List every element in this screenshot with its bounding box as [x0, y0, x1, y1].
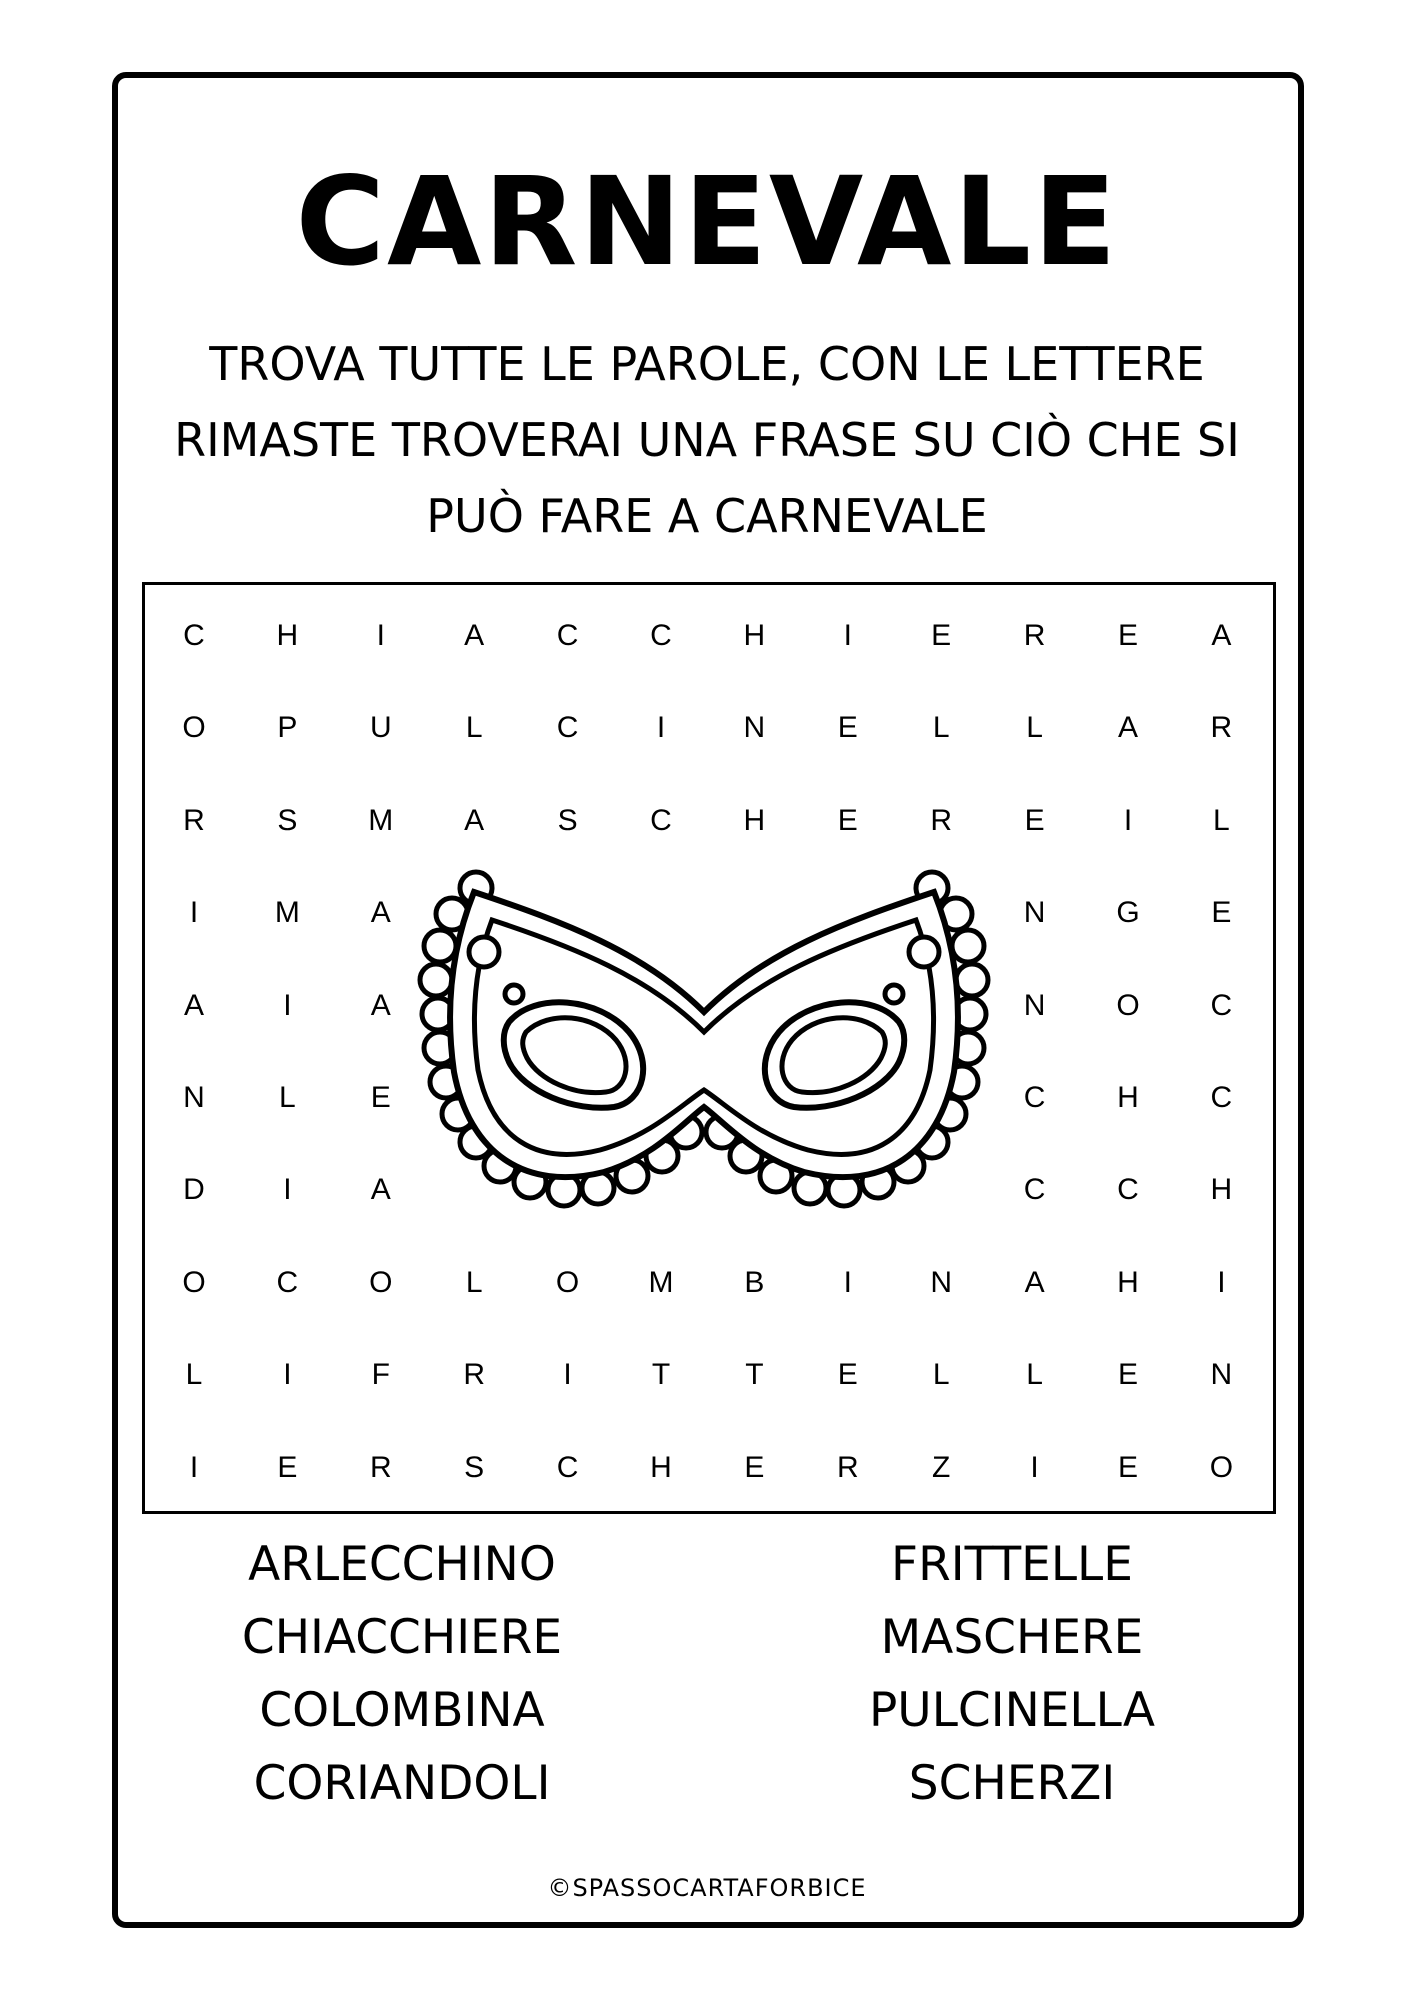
word-item: COLOMBINA	[259, 1683, 545, 1738]
grid-letter: R	[183, 803, 205, 837]
grid-letter: D	[183, 1173, 205, 1207]
grid-letter: E	[931, 619, 952, 652]
word-item: FRITTELLE	[891, 1537, 1133, 1592]
grid-letter: E	[370, 1081, 391, 1114]
grid-letter: C	[650, 803, 672, 837]
grid-letter: N	[1023, 896, 1046, 930]
grid-letter: A	[183, 988, 204, 1022]
grid-letter: A	[370, 988, 391, 1022]
grid-letter: T	[651, 1358, 671, 1392]
grid-letter: C	[183, 619, 205, 652]
grid-letter: E	[837, 711, 858, 745]
grid-letter: I	[283, 1173, 292, 1207]
grid-letter: A	[1024, 1265, 1045, 1299]
grid-letter: N	[1023, 988, 1046, 1022]
grid-letter: C	[556, 1450, 579, 1484]
grid-letter: I	[656, 711, 666, 745]
grid-letter: E	[277, 1450, 298, 1484]
grid-letter: R	[930, 803, 953, 837]
instructions-line-2: RIMASTE TROVERAI UNA FRASE SU CIÒ CHE SI	[174, 413, 1240, 467]
grid-letter: L	[1026, 1358, 1043, 1392]
grid-letter: C	[650, 619, 672, 652]
word-item: MASCHERE	[880, 1610, 1144, 1665]
grid-letter: H	[743, 803, 766, 837]
word-item: SCHERZI	[908, 1756, 1116, 1811]
grid-letter: E	[1211, 896, 1232, 930]
grid-letter: M	[274, 896, 300, 930]
grid-letter: R	[463, 1358, 486, 1392]
grid-letter: O	[1209, 1450, 1234, 1484]
word-item: ARLECCHINO	[248, 1537, 556, 1592]
grid-letter: T	[745, 1358, 764, 1392]
grid-letter: H	[276, 619, 299, 652]
grid-letter: O	[182, 1265, 206, 1299]
grid-letter: H	[1117, 1081, 1139, 1114]
grid-letter: H	[650, 1450, 672, 1484]
grid-letter: L	[185, 1358, 203, 1392]
grid-letter: A	[370, 1173, 391, 1207]
grid-letter: C	[276, 1265, 299, 1299]
grid-letter: I	[189, 896, 199, 930]
grid-letter: R	[369, 1450, 392, 1484]
grid-letter: I	[1030, 1450, 1039, 1484]
grid-letter: C	[1023, 1081, 1046, 1114]
grid-letter: L	[465, 711, 483, 745]
grid-letter: M	[648, 1265, 674, 1299]
grid-letter: O	[182, 711, 206, 745]
grid-letter: L	[279, 1081, 296, 1114]
word-item: CORIANDOLI	[253, 1756, 551, 1811]
grid-letter: C	[556, 619, 579, 652]
grid-letter: L	[465, 1265, 483, 1299]
grid-letter: U	[369, 711, 392, 745]
grid-letter: E	[1117, 619, 1138, 652]
grid-letter: N	[1210, 1358, 1233, 1392]
grid-letter: I	[1123, 803, 1133, 837]
grid-letter: I	[563, 1358, 572, 1392]
word-list-left	[152, 1528, 652, 1820]
grid-letter: C	[1210, 988, 1233, 1022]
instructions-line-3: PUÒ FARE A CARNEVALE	[426, 489, 988, 543]
page-title: CARNEVALE	[295, 151, 1119, 293]
grid-letter: A	[1117, 711, 1138, 745]
grid-letter: I	[1217, 1265, 1226, 1299]
grid-letter: R	[1210, 711, 1233, 745]
grid-letter: F	[371, 1358, 390, 1392]
grid-letter: I	[376, 619, 385, 652]
grid-letter: L	[1213, 803, 1230, 837]
grid-letter: E	[1117, 1358, 1138, 1392]
grid-letter: R	[1023, 619, 1046, 652]
carnival-mask-icon	[414, 862, 994, 1232]
grid-letter: I	[283, 988, 292, 1022]
instructions	[140, 326, 1274, 554]
grid-letter: I	[843, 619, 852, 652]
grid-letter: C	[556, 711, 579, 745]
grid-letter: C	[1117, 1173, 1139, 1207]
grid-letter: L	[932, 711, 950, 745]
grid-letter: O	[555, 1265, 580, 1299]
grid-letter: H	[1210, 1173, 1233, 1207]
instructions-line-1: TROVA TUTTE LE PAROLE, CON LE LETTERE	[209, 337, 1205, 391]
grid-letter: M	[368, 803, 394, 837]
grid-letter: H	[743, 619, 766, 652]
copyright-credit: ©SPASSOCARTAFORBICE	[547, 1874, 867, 1902]
grid-letter: R	[836, 1450, 859, 1484]
word-item: CHIACCHIERE	[241, 1610, 563, 1665]
grid-letter: H	[1117, 1265, 1139, 1299]
grid-letter: I	[843, 1265, 852, 1299]
grid-letter: B	[744, 1265, 765, 1299]
grid-letter: A	[370, 896, 391, 930]
grid-letter: N	[183, 1081, 205, 1114]
grid-letter: S	[277, 803, 298, 837]
grid-letter: O	[369, 1265, 393, 1299]
grid-letter: O	[1116, 988, 1140, 1022]
grid-letter: A	[1211, 619, 1232, 652]
grid-letter: E	[1117, 1450, 1138, 1484]
grid-letter: I	[189, 1450, 199, 1484]
grid-letter: E	[837, 1358, 858, 1392]
word-list-right	[762, 1528, 1262, 1820]
grid-letter: S	[464, 1450, 485, 1484]
grid-letter: I	[283, 1358, 292, 1392]
grid-letter: C	[1023, 1173, 1046, 1207]
grid-letter: A	[464, 619, 485, 652]
grid-letter: N	[743, 711, 766, 745]
grid-letter: L	[932, 1358, 950, 1392]
word-item: PULCINELLA	[868, 1683, 1156, 1738]
grid-letter: N	[930, 1265, 953, 1299]
grid-letter: E	[744, 1450, 765, 1484]
grid-letter: Z	[932, 1450, 951, 1484]
grid-letter: E	[1024, 803, 1045, 837]
grid-letter: C	[1210, 1081, 1233, 1114]
grid-letter: G	[1116, 896, 1140, 930]
grid-letter: L	[1026, 711, 1043, 745]
grid-letter: E	[837, 803, 858, 837]
grid-letter: P	[277, 711, 298, 745]
grid-letter: S	[557, 803, 578, 837]
grid-letter: A	[464, 803, 485, 837]
